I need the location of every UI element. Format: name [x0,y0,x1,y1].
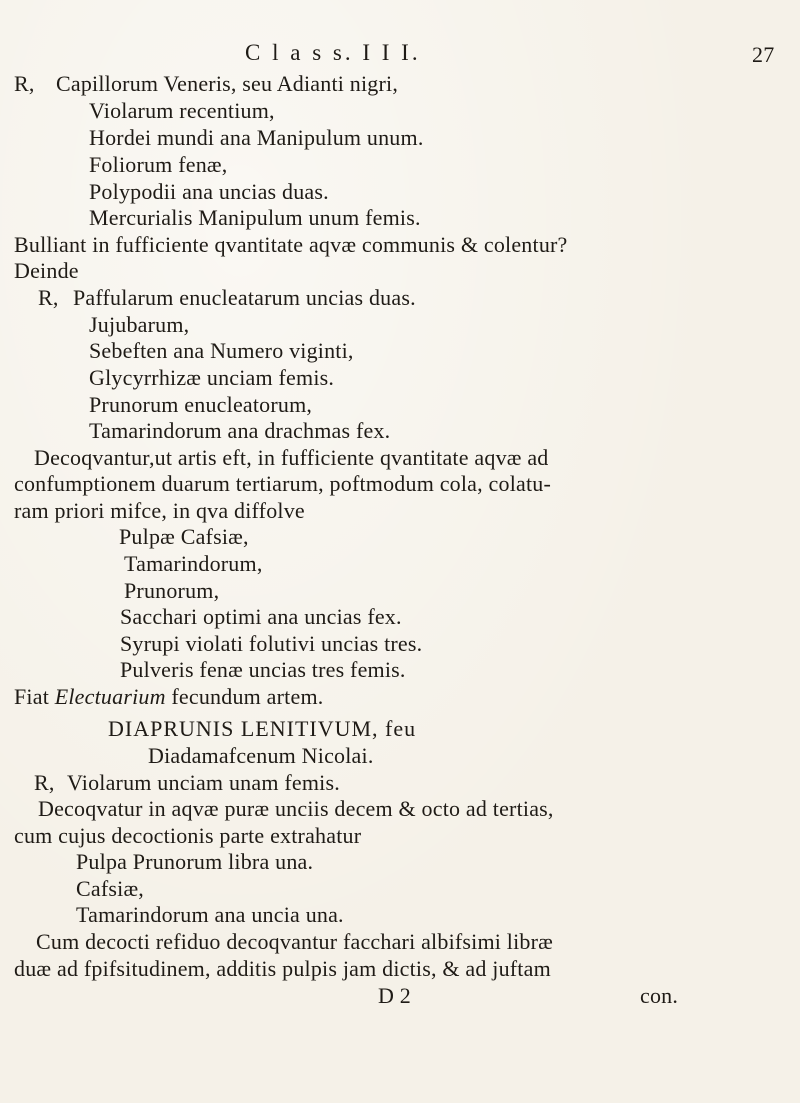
text-line: cum cujus decoctionis parte extrahatur [14,823,362,848]
text-line: Paffularum enucleatarum uncias duas. [73,285,416,310]
text-line: Pulpa Prunorum libra una. [76,849,314,874]
recipe-symbol: R, [34,770,55,795]
text-line: Jujubarum, [89,312,190,337]
text-line: Sebeften ana Numero viginti, [89,338,354,363]
text-line: Hordei mundi ana Manipulum unum. [89,125,424,150]
fiat-rest: fecundum artem. [171,684,324,709]
text-line: Sacchari optimi ana uncias fex. [120,604,402,629]
section-subheading: Diadamafcenum Nicolai. [148,743,374,768]
text-line: Polypodii ana uncias duas. [89,179,329,204]
text-line: Syrupi violati folutivi uncias tres. [120,631,423,656]
text-line: Tamarindorum ana uncia una. [76,902,344,927]
running-title: C l a s s. I I I. [245,40,421,65]
text-line: Foliorum fenæ, [89,152,228,177]
text-line: Cafsiæ, [76,876,145,901]
text-line: Tamarindorum ana drachmas fex. [89,418,391,443]
text-line: Decoqvatur in aqvæ puræ unciis decem & octo ad tertias, [38,796,554,821]
page-number: 27 [752,42,775,67]
text-line: Tamarindorum, [124,551,263,576]
signature-mark: D 2 [378,983,411,1008]
text-line: Violarum recentium, [89,98,275,123]
text-line: confumptionem duarum tertiarum, poftmodum cola, colatu- [14,471,552,496]
text-line: Cum decocti refiduo decoqvantur facchari albifsimi libræ [36,929,554,954]
text-line: Capillorum Veneris, seu Adianti nigri, [56,71,399,96]
fiat-word: Fiat [14,684,50,709]
recipe-symbol: R, [38,285,59,310]
text-line: Bulliant in fufficiente qvantitate aqvæ communis & colentur? [14,232,568,257]
text-line: Decoqvantur,ut artis eft, in fufficiente qvantitate aqvæ ad [34,445,549,470]
section-heading: DIAPRUNIS LENITIVUM, feu [108,716,417,741]
text-line: Pulpæ Cafsiæ, [119,524,249,549]
text-line [14,684,323,710]
text-line: Violarum unciam unam femis. [67,770,340,795]
text-line: ram priori mifce, in qva diffolve [14,498,305,523]
text-line: Prunorum enucleatorum, [89,392,313,417]
text-line: Pulveris fenæ uncias tres femis. [120,657,406,682]
text-line: Mercurialis Manipulum unum femis. [89,205,421,230]
electuarium-word: Electuarium [54,684,166,709]
text-line: duæ ad fpifsitudinem, additis pulpis jam dictis, & ad juftam [14,956,551,981]
text-line: Deinde [14,258,79,283]
text-line: Prunorum, [124,578,220,603]
recipe-symbol: R, [14,71,35,96]
catchword: con. [640,983,679,1008]
text-line: Glycyrrhizæ unciam femis. [89,365,335,390]
